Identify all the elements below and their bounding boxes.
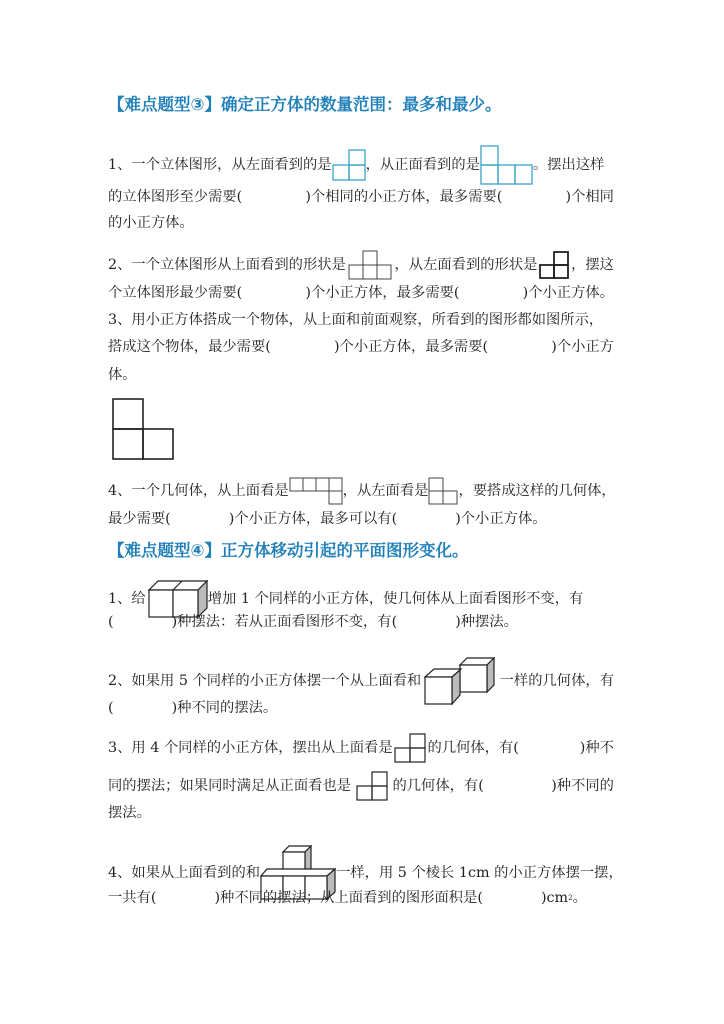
text: )种摆法：若从正面看图形不变，有(: [171, 614, 398, 630]
text: )个相同的小正方体，最多需要(: [305, 189, 503, 205]
text: )个小正方体，最多需要(: [305, 285, 460, 301]
section-3-heading: 【难点题型③】确定正方体的数量范围：最多和最少。: [108, 95, 502, 114]
text: ，从左面看到的形状是: [394, 257, 538, 273]
s3-q4-line2: [108, 509, 614, 529]
text: 增加 1 个同样的小正方体，使几何体从上面看图形不变，有: [207, 591, 584, 607]
s3-q1-line1: [108, 145, 614, 185]
top-view-figure: [394, 733, 426, 763]
s4-q2-line2: [108, 698, 614, 718]
s4-q3-line1: [108, 733, 614, 763]
top-view-figure: [348, 250, 393, 280]
text: )种不: [579, 740, 614, 756]
text: 的小正方体。: [108, 215, 194, 231]
text: )种不同的摆法。: [171, 700, 278, 716]
text: 的立体图形至少需要(: [108, 189, 243, 205]
text: ，从左面看是: [342, 483, 429, 499]
section-4-heading: 【难点题型④】正方体移动引起的平面图形变化。: [108, 541, 469, 560]
text: 搭成这个物体，最少需要(: [108, 339, 271, 355]
text: 的几何体，有(: [392, 778, 484, 794]
text: 2、一个立体图形从上面看到的形状是: [108, 257, 346, 273]
front-view-figure: [356, 771, 388, 801]
text: 3、用 4 个同样的小正方体，摆出从上面看是: [108, 740, 393, 756]
text: ，从正面看到的是: [365, 157, 480, 173]
text: )个相同: [565, 189, 614, 205]
text: 4、如果从上面看到的和: [108, 864, 261, 881]
text: )cm: [540, 890, 569, 906]
s3-q3-line2: [108, 337, 614, 357]
text: ，摆这: [571, 257, 614, 273]
text: 一样的几何体，有: [499, 673, 614, 689]
text: 同的摆法；如果同时满足从正面看也是: [108, 778, 352, 794]
l-shape-figure: [112, 398, 174, 460]
text: 最少需要(: [108, 511, 171, 527]
front-view-figure: [480, 145, 533, 185]
text: 2、如果用 5 个同样的小正方体摆一个从上面看和: [108, 673, 422, 689]
left-view-figure: [332, 149, 366, 181]
text: 1、给: [108, 591, 146, 607]
s3-q2-line2: [108, 283, 614, 303]
s3-q2-line1: [108, 250, 614, 280]
s3-q4-line1: [108, 477, 614, 505]
s3-q3-line3: [108, 365, 614, 385]
text: )个小正方体。: [455, 511, 547, 527]
left-view-figure: [539, 251, 569, 279]
left-view-figure: [428, 477, 458, 505]
s3-q1-line2: [108, 187, 614, 207]
text: 4、一个几何体，从上面看是: [108, 483, 289, 499]
superscript: 2: [568, 894, 573, 902]
text: 。摆出这样: [532, 157, 605, 173]
top-view-figure: [289, 477, 343, 505]
text: )种摆法。: [455, 614, 518, 630]
s3-q3-line1: [108, 310, 614, 330]
s4-q1-line2: [108, 612, 614, 632]
text: 体。: [108, 367, 137, 383]
text: )个小正方体。: [522, 285, 614, 301]
text: 1、一个立体图形，从左面看到的是: [108, 157, 332, 173]
text: 的几何体，有(: [427, 740, 519, 756]
text: ，要搭成这样的几何体，: [458, 483, 616, 499]
text: )种不同的: [551, 778, 614, 794]
text: (: [108, 614, 114, 630]
text: )个小正方体，最多需要(: [333, 339, 489, 355]
s3-q1-line3: [108, 213, 614, 233]
text: 。: [572, 890, 587, 906]
s4-q3-line2: [108, 771, 614, 801]
s4-q3-line3: [108, 803, 614, 823]
text: 摆法。: [108, 805, 151, 821]
text: 一共有(: [108, 890, 157, 906]
text: )个小正方体，最多可以有(: [228, 511, 398, 527]
s4-q4-line2: [108, 888, 614, 908]
text: 3、用小正方体搭成一个物体，从上面和前面观察，所看到的图形都如图所示，: [108, 312, 604, 328]
text: 一样，用 5 个棱长 1cm 的小正方体摆一摆，: [336, 864, 623, 881]
text: )个小正方: [551, 339, 614, 355]
text: (: [108, 700, 114, 716]
text: 个立体图形最少需要(: [108, 285, 243, 301]
text: )种不同的摆法；从上面看到的图形面积是(: [214, 890, 483, 906]
